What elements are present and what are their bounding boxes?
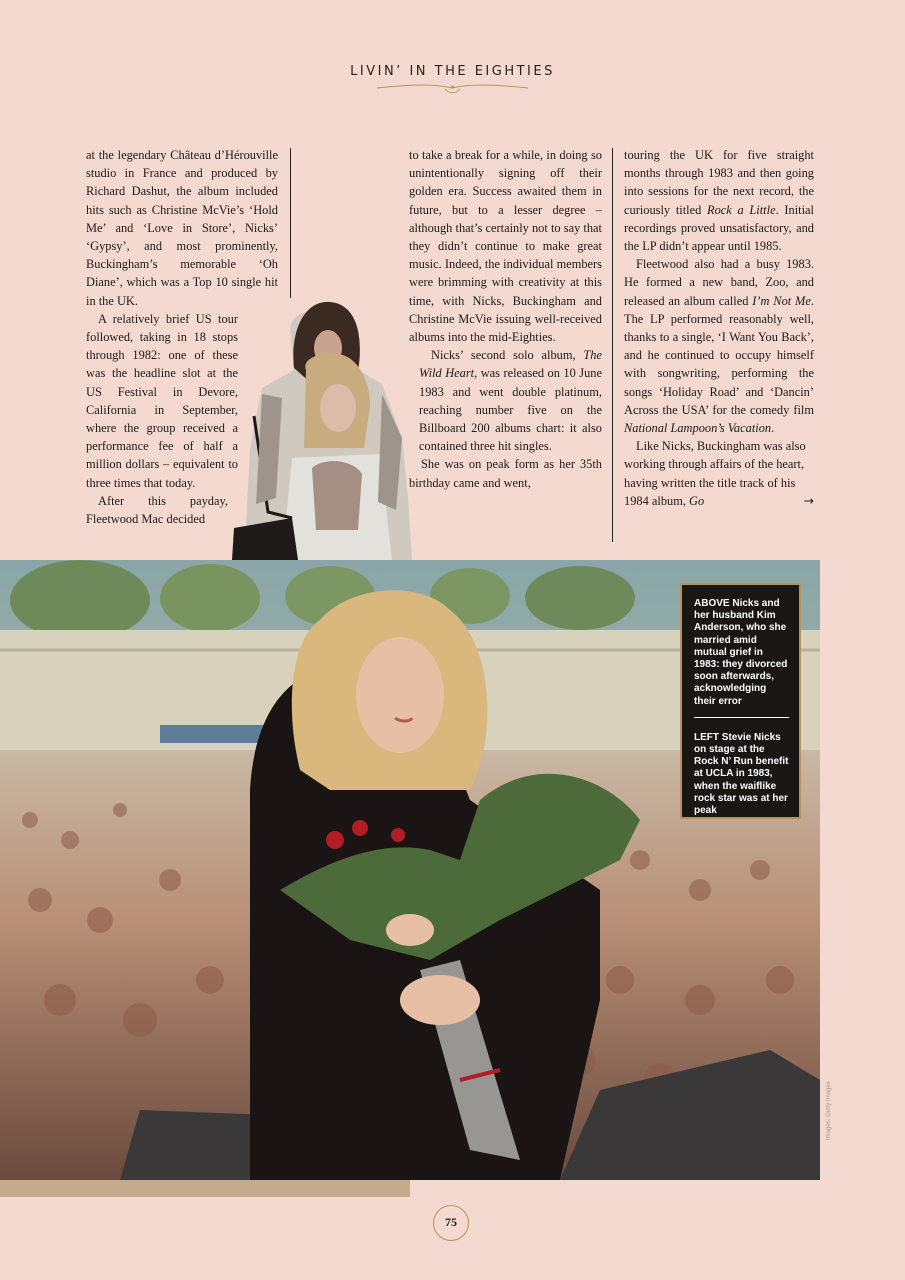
column-divider-2 (612, 148, 613, 542)
album-title-rock-a-little: Rock a Little (707, 202, 776, 217)
column-1-paragraph-3: After this payday, Fleetwood Mac decided (86, 493, 228, 527)
column-2-paragraph-3: She was on peak form as her 35th birthday came and went, (409, 457, 602, 490)
column-3-paragraph-1-text-b: . Initial recordings proved unsatisfactory, and the LP didn’t appear until 1985. (624, 202, 814, 254)
column-3-paragraph-3-text: Like Nicks, Buckingham was also working through affairs of the heart, having written the title track of his 1984 album, (624, 439, 806, 508)
header-flourish-ornament (375, 80, 530, 94)
album-title-go: Go (689, 493, 705, 508)
column-1-paragraph-1: at the legendary Château d’Hérouville studio in France and produced by Richard Dashut, the album included hits such as Christine McVie’s ‘Hold Me’ and ‘Love in Store’, Nicks’ ‘Gypsy’, and most prominently, Buckingham’s memorable ‘Oh Diane’, which was a Top 10 single hit in the UK. (86, 148, 278, 308)
caption-above-text: Nicks and her husband Kim Anderson, who she married amid mutual grief in 1983: they divorced soon afterwards, acknowledging their error (694, 598, 788, 707)
column-3-paragraph-2-text-c: . (771, 421, 775, 436)
caption-left-text: Stevie Nicks on stage at the Rock N’ Run benefit at UCLA in 1983, when the waiflike rock star was at her peak (694, 731, 789, 817)
decorative-strip (0, 1180, 410, 1197)
column-2-paragraph-2-text-a: Nicks’ second solo album, (431, 348, 584, 363)
column-divider-1 (290, 148, 291, 298)
body-column-2 (409, 146, 602, 492)
column-3-paragraph-1 (624, 146, 814, 255)
album-title-im-not-me: I’m Not Me (752, 293, 811, 308)
caption-divider (694, 717, 789, 718)
nicks-and-husband-photo (232, 298, 412, 560)
column-2-paragraph-1: to take a break for a while, in doing so unintentionally signing off their golden era. Success awaited them in future, but to a lesser degree – although that’s certainly not to say that they didn’t continue to make great music. Indeed, the individual members were brimming with creativity at this time, with Nicks, Buckingham and Christine McVie issuing well-received albums into the mid-Eighties. (409, 148, 602, 345)
section-header: LIVIN’ IN THE EIGHTIES (350, 64, 555, 79)
page-number: 75 (433, 1205, 469, 1241)
body-column-3 (624, 146, 814, 510)
caption-left (694, 732, 789, 817)
column-3-paragraph-2 (624, 255, 814, 437)
image-credit: Images: Getty Images (826, 1081, 832, 1140)
column-1-paragraph-2: A relatively brief US tour followed, taking in 18 stops through 1982: one of these was the headline slot at the US Festival in Devore, California in September, where the group received a performance fee of half a million dollars – equivalent to three times that today. (86, 311, 238, 490)
caption-left-label: LEFT (694, 731, 719, 743)
column-3-paragraph-2-text-a: Fleetwood also had a busy 1983. He formed a new band, Zoo, and released an album called (624, 257, 814, 308)
album-title-wild-heart: The Wild Heart (419, 348, 602, 381)
continue-arrow-icon: → (803, 492, 814, 508)
photo-caption-box (680, 583, 801, 819)
film-title-national-lampoons-vacation: National Lampoon’s Vacation (624, 421, 772, 436)
caption-above-label: ABOVE (694, 598, 730, 609)
column-3-paragraph-1-text-a: touring the UK for five straight months through 1983 and then going into sessions for the next record, the curiously titled (624, 148, 814, 217)
column-2-paragraph-2-text-b: , was released on 10 June 1983 and went double platinum, reaching number five on the Billboard 200 albums chart: it also contained three hit singles. (419, 366, 602, 454)
column-3-paragraph-3 (624, 437, 814, 510)
caption-above (694, 598, 789, 708)
column-2-paragraph-2 (409, 346, 602, 455)
column-3-paragraph-2-text-b: . The LP performed reasonably well, thanks to a single, ‘I Want You Back’, and he continued to occupy himself with songwriting, performing the songs ‘Holiday Road’ and ‘Dancin’ Across the USA’ for the comedy film (624, 293, 814, 417)
